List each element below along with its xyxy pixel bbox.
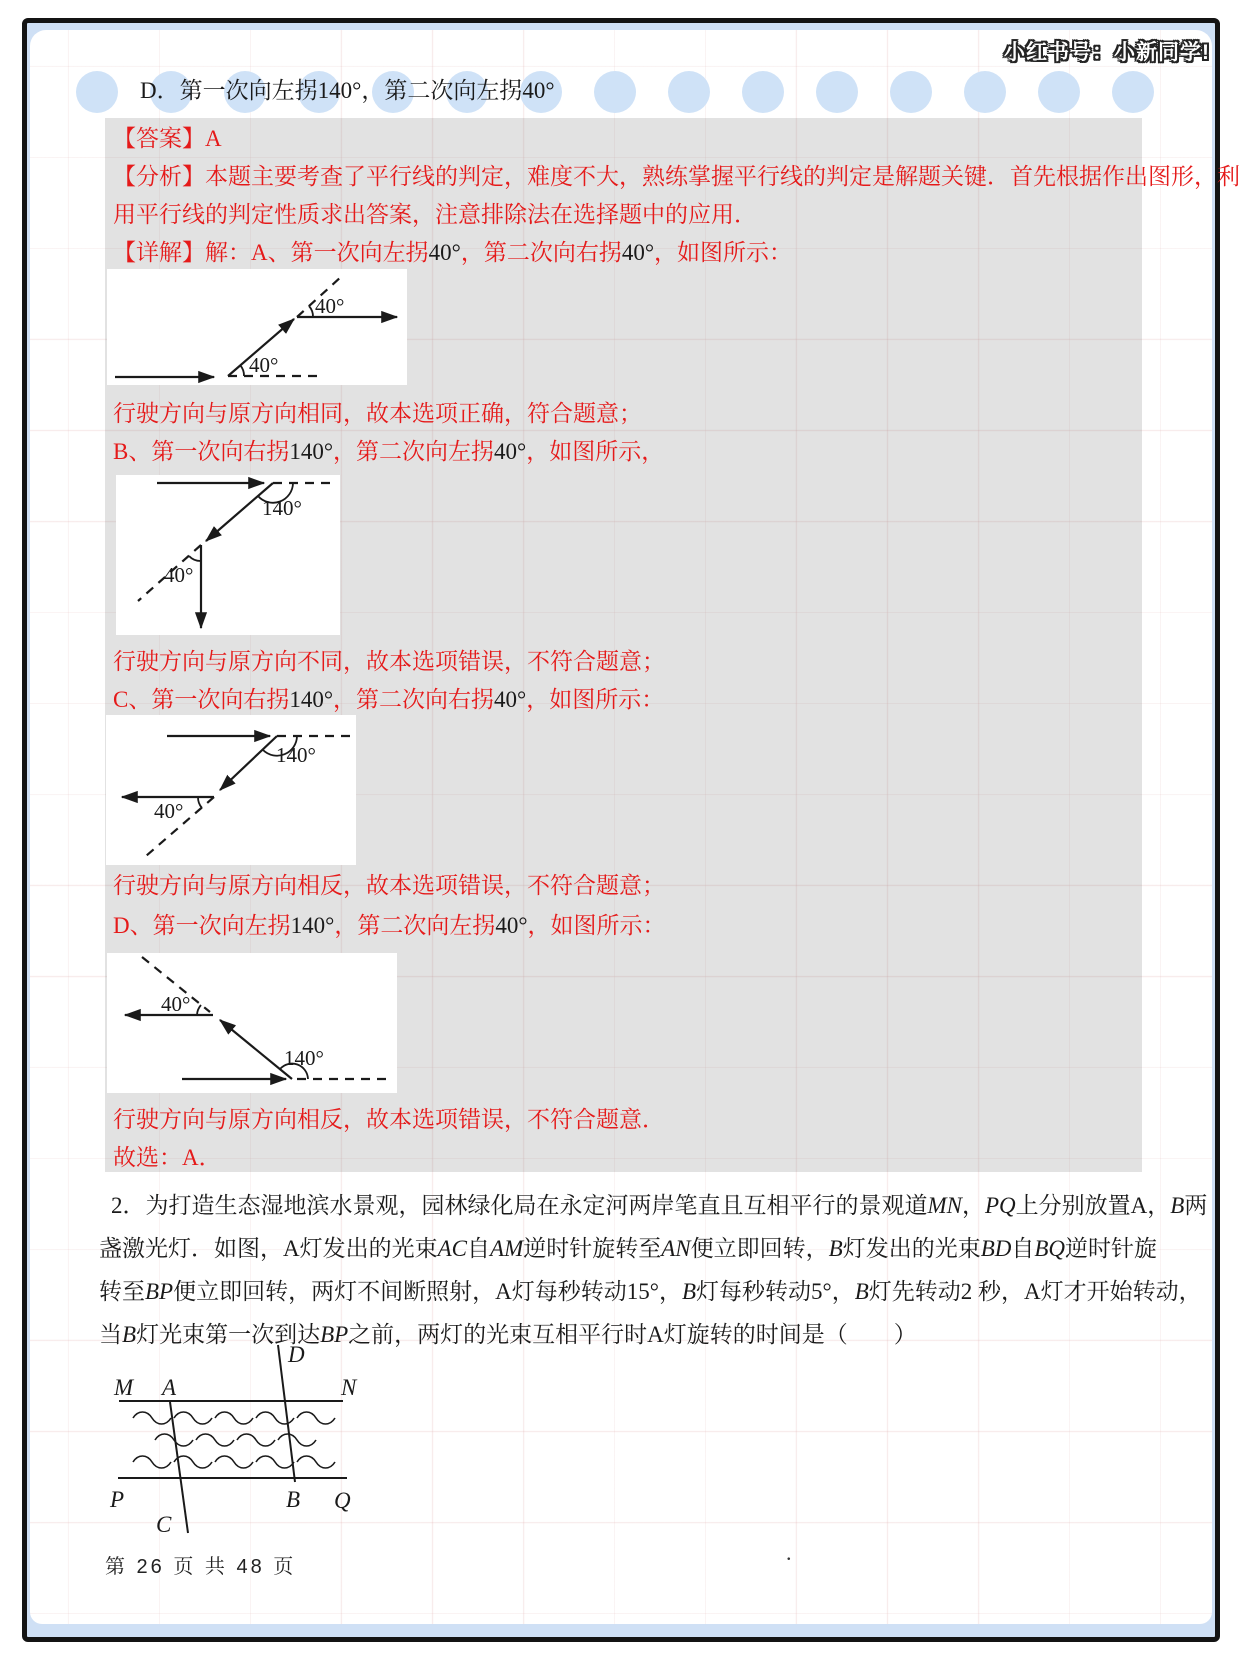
result-b-line: 行驶方向与原方向不同，故本选项错误，不符合题意； [113,649,665,674]
diagram-option-a-svg [107,269,407,385]
result-d-line: 行驶方向与原方向相反，故本选项错误，不符合题意． [113,1107,665,1132]
question2-figure [100,1335,370,1535]
case-d-line: D、第一次向左拐140°，第二次向左拐40°，如图所示： [113,913,666,938]
analysis-line-2: 用平行线的判定性质求出答案，注意排除法在选择题中的应用． [113,202,757,227]
decor-circle [594,71,636,113]
result-c-line: 行驶方向与原方向相反，故本选项错误，不符合题意； [113,873,665,898]
decor-circle [1112,71,1154,113]
footer-page-number: 第 26 页 共 48 页 [105,1556,297,1578]
figure-label-d: D [288,1342,305,1367]
case-c-line: C、第一次向右拐140°，第二次向右拐40°，如图所示： [113,687,665,712]
decor-circle [742,71,784,113]
question2-line-3: 转至BP便立即回转，两灯不间断照射，A灯每秒转动15°，B灯每秒转动5°，B灯先转动2 秒，A灯才开始转动， [99,1279,1202,1304]
angle-label: 40° [249,353,279,377]
diagram-option-d-svg [107,953,397,1093]
angle-label: 140° [276,743,316,767]
diagram-option-b [116,475,340,635]
question2-line-1: 2．为打造生态湿地滨水景观，园林绿化局在永定河两岸笔直且互相平行的景观道MN，PQ上分别放置A，B两 [111,1193,1208,1218]
figure-label-c: C [156,1512,172,1535]
angle-label: 40° [164,563,194,587]
conclusion-line: 故选：A． [113,1145,222,1170]
river-waves [133,1412,335,1468]
figure-label-a: A [162,1375,177,1400]
decor-circle [76,71,118,113]
question2-figure-svg [100,1335,370,1535]
diagram-option-c [106,715,356,865]
question2-line-4: 当B灯光束第一次到达BP之前，两灯的光束互相平行时A灯旋转的时间是（ ） [99,1322,917,1347]
diagram-option-a [107,269,407,385]
detail-line: 【详解】解：A、第一次向左拐40°，第二次向右拐40°，如图所示： [113,240,793,265]
diagram-option-d [107,953,397,1093]
watermark-text: 小红书号：小新同学! [1004,41,1210,64]
angle-label: 140° [284,1046,324,1070]
figure-label-n: N [341,1375,357,1400]
result-a-line: 行驶方向与原方向相同，故本选项正确，符合题意； [113,401,642,426]
decor-circle [816,71,858,113]
figure-label-p: P [110,1487,125,1512]
angle-label: 40° [161,992,191,1016]
angle-label: 40° [315,294,345,318]
diagram-option-b-svg [116,475,340,635]
option-d-line: D．第一次向左拐140°，第二次向左拐40° [140,78,555,103]
case-b-line: B、第一次向右拐140°，第二次向左拐40°，如图所示， [113,439,665,464]
angle-label: 40° [154,799,184,823]
answer-line: 【答案】A [113,126,222,151]
figure-label-m: M [114,1375,134,1400]
question2-line-2: 盏激光灯．如图，A灯发出的光束AC自AM逆时针旋转至AN便立即回转，B灯发出的光束BD自BQ逆时针旋 [99,1236,1158,1261]
analysis-line-1: 【分析】本题主要考查了平行线的判定，难度不大，熟练掌握平行线的判定是解题关键．首先根据作出图形，利 [113,164,1240,189]
figure-label-b: B [286,1487,301,1512]
stray-dot: . [786,1540,792,1565]
decor-circle [668,71,710,113]
angle-label: 140° [262,496,302,520]
decor-circle [890,71,932,113]
diagram-option-c-svg [106,715,356,865]
decor-circle [964,71,1006,113]
decor-circle [1038,71,1080,113]
figure-label-q: Q [334,1488,351,1513]
